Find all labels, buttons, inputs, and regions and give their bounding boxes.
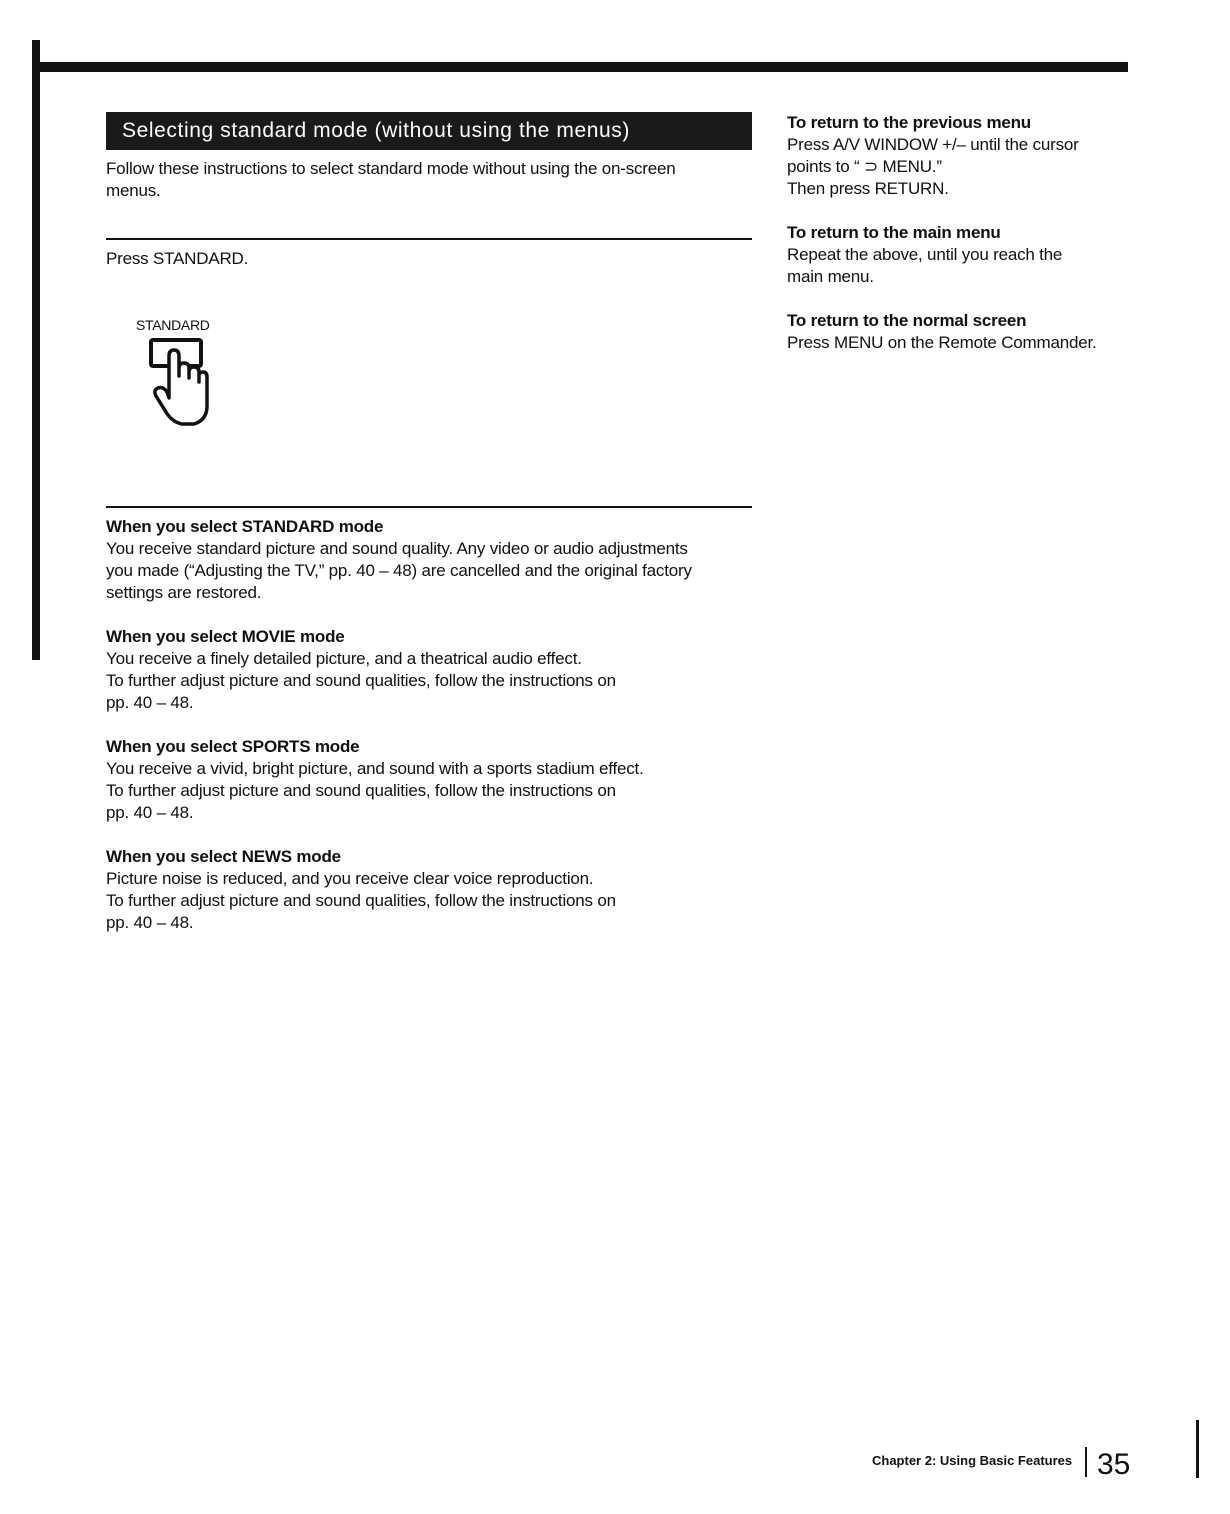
note-previous-menu bbox=[787, 112, 1147, 200]
intro-line: menus. bbox=[106, 181, 161, 200]
intro-line: Follow these instructions to select standard mode without using the on-screen bbox=[106, 159, 676, 178]
note-heading: To return to the previous menu bbox=[787, 113, 1031, 132]
mode-standard bbox=[106, 516, 766, 604]
standard-button-label: STANDARD bbox=[136, 317, 210, 333]
mode-line: Picture noise is reduced, and you receive clear voice reproduction. bbox=[106, 869, 594, 888]
step-text: Press STANDARD. bbox=[106, 249, 249, 268]
mode-line: You receive a finely detailed picture, and a theatrical audio effect. bbox=[106, 649, 582, 668]
mode-line: To further adjust picture and sound qualities, follow the instructions on bbox=[106, 891, 616, 910]
mode-line: You receive a vivid, bright picture, and sound with a sports stadium effect. bbox=[106, 759, 644, 778]
note-line: points to “ ⊃ MENU.” bbox=[787, 157, 942, 176]
mode-line: To further adjust picture and sound qualities, follow the instructions on bbox=[106, 671, 616, 690]
note-line: Repeat the above, until you reach the bbox=[787, 245, 1063, 264]
intro-paragraph bbox=[106, 158, 752, 202]
mode-news bbox=[106, 846, 766, 934]
mode-sports bbox=[106, 736, 766, 824]
sidebar-notes bbox=[787, 112, 1147, 354]
mode-heading: When you select MOVIE mode bbox=[106, 627, 345, 646]
page-number: 35 bbox=[1097, 1448, 1131, 1481]
note-line: Press MENU on the Remote Commander. bbox=[787, 333, 1097, 352]
mode-line: settings are restored. bbox=[106, 583, 262, 602]
note-line: main menu. bbox=[787, 267, 874, 286]
standard-button-illustration bbox=[136, 316, 256, 432]
note-heading: To return to the normal screen bbox=[787, 311, 1027, 330]
note-main-menu bbox=[787, 222, 1147, 288]
mode-line: you made (“Adjusting the TV,” pp. 40 – 48) are cancelled and the original factory bbox=[106, 561, 692, 580]
top-rule bbox=[34, 62, 1128, 72]
mode-line: pp. 40 – 48. bbox=[106, 803, 194, 822]
hand-pressing-button-icon bbox=[136, 336, 226, 432]
note-normal-screen bbox=[787, 310, 1147, 354]
mode-line: To further adjust picture and sound qualities, follow the instructions on bbox=[106, 781, 616, 800]
footer-divider bbox=[1085, 1447, 1087, 1477]
chapter-label: Chapter 2: Using Basic Features bbox=[872, 1453, 1073, 1468]
mode-line: You receive standard picture and sound quality. Any video or audio adjustments bbox=[106, 539, 688, 558]
mode-heading: When you select SPORTS mode bbox=[106, 737, 360, 756]
right-edge-mark bbox=[1196, 1420, 1199, 1478]
mode-line: pp. 40 – 48. bbox=[106, 693, 194, 712]
left-margin-bar bbox=[32, 40, 40, 660]
note-line: Then press RETURN. bbox=[787, 179, 949, 198]
note-line: Press A/V WINDOW +/– until the cursor bbox=[787, 135, 1079, 154]
modes-divider bbox=[106, 506, 752, 508]
mode-heading: When you select NEWS mode bbox=[106, 847, 341, 866]
note-heading: To return to the main menu bbox=[787, 223, 1001, 242]
mode-movie bbox=[106, 626, 766, 714]
mode-line: pp. 40 – 48. bbox=[106, 913, 194, 932]
mode-description-list bbox=[106, 516, 766, 934]
mode-heading: When you select STANDARD mode bbox=[106, 517, 384, 536]
section-title: Selecting standard mode (without using the menus) bbox=[106, 112, 752, 150]
step-divider bbox=[106, 238, 752, 240]
